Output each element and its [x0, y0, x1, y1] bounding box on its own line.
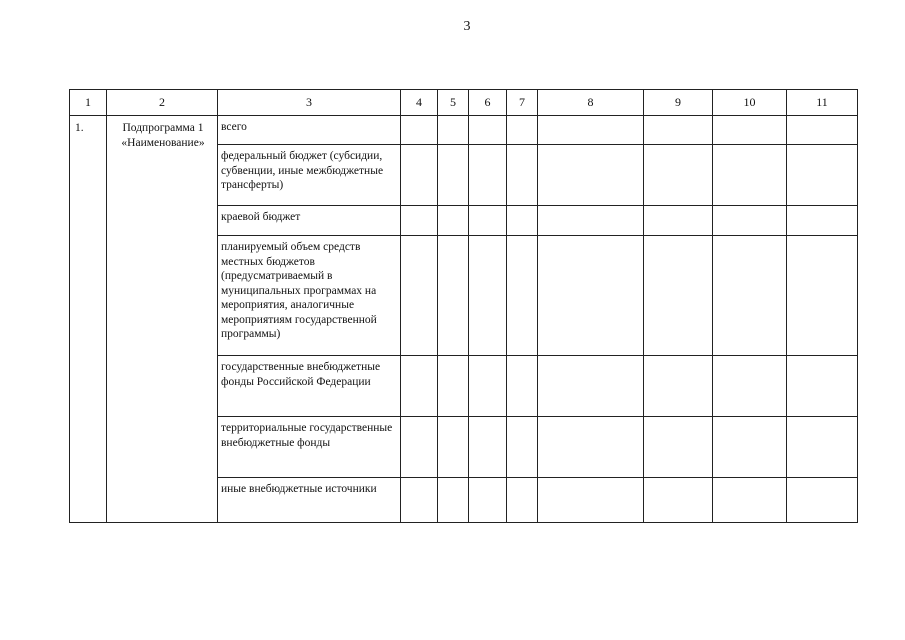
table-cell — [538, 116, 644, 145]
column-header: 1 — [70, 90, 107, 116]
table-cell — [401, 145, 438, 206]
table-cell — [507, 417, 538, 478]
table-cell — [713, 206, 787, 236]
table-cell — [538, 206, 644, 236]
table-cell — [507, 356, 538, 417]
row-number: 1. — [70, 116, 107, 523]
table-cell — [538, 356, 644, 417]
page-number: 3 — [463, 19, 471, 34]
table-cell — [644, 116, 713, 145]
table-cell — [713, 417, 787, 478]
table-cell — [787, 356, 858, 417]
column-header: 4 — [401, 90, 438, 116]
header-row — [70, 90, 858, 116]
table-cell — [713, 116, 787, 145]
table-cell — [507, 206, 538, 236]
column-header: 9 — [644, 90, 713, 116]
table-cell — [787, 145, 858, 206]
funding-source: краевой бюджет — [218, 206, 401, 236]
table-cell — [644, 478, 713, 523]
table-cell — [644, 417, 713, 478]
funding-source: федеральный бюджет (субсидии, субвенции, иные межбюджетные трансферты) — [218, 145, 401, 206]
table-cell — [469, 206, 507, 236]
table-cell — [438, 236, 469, 356]
table-cell — [507, 145, 538, 206]
table-row — [70, 116, 858, 145]
column-header: 5 — [438, 90, 469, 116]
table-cell — [469, 236, 507, 356]
column-header: 8 — [538, 90, 644, 116]
table-cell — [538, 417, 644, 478]
table-cell — [644, 206, 713, 236]
column-header: 6 — [469, 90, 507, 116]
table-cell — [713, 356, 787, 417]
table-cell — [538, 236, 644, 356]
table-cell — [713, 478, 787, 523]
table-cell — [401, 417, 438, 478]
table-cell — [787, 417, 858, 478]
table-cell — [469, 116, 507, 145]
table-cell — [438, 116, 469, 145]
table-cell — [401, 478, 438, 523]
table-cell — [469, 417, 507, 478]
funding-source: всего — [218, 116, 401, 145]
column-header: 2 — [107, 90, 218, 116]
subprogram-name: Подпрограмма 1 «Наименование» — [107, 116, 218, 523]
table-cell — [438, 417, 469, 478]
funding-source: планируемый объем средств местных бюджетов (предусматриваемый в муниципальных программах на мероприятия, аналогичные мероприятиям государственной программы) — [218, 236, 401, 356]
table-cell — [469, 356, 507, 417]
column-header: 3 — [218, 90, 401, 116]
table-cell — [438, 356, 469, 417]
table-cell — [538, 145, 644, 206]
table-cell — [438, 145, 469, 206]
table-cell — [401, 356, 438, 417]
table-cell — [469, 145, 507, 206]
column-header: 11 — [787, 90, 858, 116]
column-header: 10 — [713, 90, 787, 116]
budget-table — [69, 89, 858, 523]
table-cell — [787, 116, 858, 145]
funding-source: государственные внебюджетные фонды Российской Федерации — [218, 356, 401, 417]
table-cell — [787, 478, 858, 523]
table-cell — [438, 206, 469, 236]
table-cell — [787, 236, 858, 356]
table-cell — [644, 356, 713, 417]
table-cell — [713, 145, 787, 206]
column-header: 7 — [507, 90, 538, 116]
table-cell — [401, 206, 438, 236]
table-cell — [507, 236, 538, 356]
table-cell — [787, 206, 858, 236]
table-cell — [507, 116, 538, 145]
table-cell — [401, 236, 438, 356]
table-cell — [713, 236, 787, 356]
table-cell — [401, 116, 438, 145]
table-cell — [507, 478, 538, 523]
funding-source: иные внебюджетные источники — [218, 478, 401, 523]
table-cell — [438, 478, 469, 523]
table-cell — [538, 478, 644, 523]
table-cell — [469, 478, 507, 523]
table-cell — [644, 145, 713, 206]
table-cell — [644, 236, 713, 356]
funding-source: территориальные государственные внебюджетные фонды — [218, 417, 401, 478]
